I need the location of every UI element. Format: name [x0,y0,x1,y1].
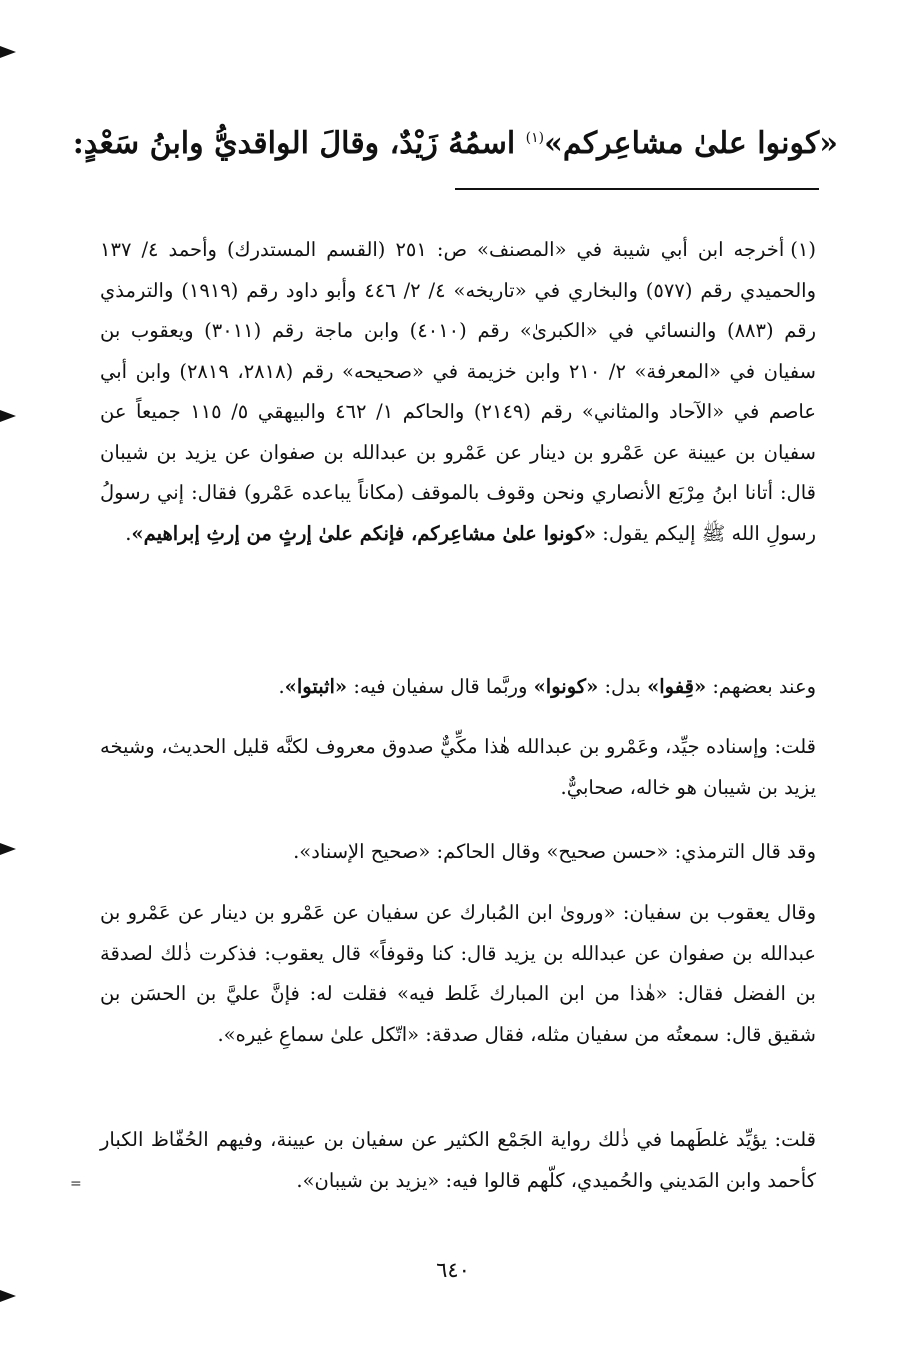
scan-edge-mark [0,843,16,855]
bold-word: «قِفوا» [647,675,707,698]
text-run: وعند بعضهم: [706,675,816,698]
text-run: بدل: [598,675,648,698]
heading-rest: اسمُهُ زَيْدٌ، وقالَ الواقديُّ وابنُ سَعْدٍ: [72,126,526,161]
scan-edge-mark [0,1290,16,1302]
paragraph-variant-wording [100,667,816,708]
footnote-end: . [125,521,132,545]
text-run: وربَّما قال سفيان فيه: [347,675,534,698]
margin-mark: = [70,1176,82,1192]
footnote-1 [100,230,816,554]
footnote-number: (١) [790,238,816,261]
bold-word: «كونوا» [533,675,599,698]
text-run: . [278,675,285,698]
footnote-text: أخرجه ابن أبي شيبة في «المصنف» ص: ٢٥١ (القسم المستدرك) وأحمد ٤/ ١٣٧ والحميدي رقم (٥٧٧) والبخاري في «تاريخه» ٤/ ٢/ ٤٤٦ وأبو داود رقم (١٩١٩) والترمذي رقم (٨٨٣) والنسائي في «الكبرىٰ» رقم (٤٠١٠) وابن ماجة رقم (٣٠١١) ويعقوب بن سفيان في «المعرفة» ٢/ ٢١٠ وابن خزيمة في «صحيحه» رقم (٢٨١٨، ٢٨١٩) وابن أبي عاصم في «الآحاد والمثاني» رقم (٢١٤٩) والحاكم ١/ ٤٦٢ والبيهقي ٥/ ١١٥ جميعاً عن سفيان بن عيينة عن عَمْرو بن دينار عن عَمْرو بن عبدالله بن صفوان عن يزيد بن شيبان قال: أتانا ابنُ مِرْبَع الأنصاري ونحن وقوف بالموقف (مكاناً يباعده عَمْرو) فقال: إني رسولُ رسولِ الله ﷺ إليكم يقول: [100,238,816,545]
heading-quote: «كونوا علىٰ مشاعِركم» [544,126,838,161]
paragraph-tirmidhi-hakim: وقد قال الترمذي: «حسن صحيح» وقال الحاكم: «صحيح الإسناد». [293,840,816,863]
page-heading [72,112,838,170]
footnote-separator-rule [455,188,819,190]
paragraph-yaqub-bin-sufyan: وقال يعقوب بن سفيان: «وروىٰ ابن المُبارك عن سفيان عن عَمْرو بن دينار عن عَمْرو بن عبدالله بن صفوان عن عبدالله بن يزيد قال: كنا وقوفاً» قال يعقوب: فذكرت ذٰلك لصدقة بن الفضل فقال: «هٰذا من ابن المبارك غَلط فيه» فقلت له: فإنَّ عليَّ بن الحسَن بن شقيق قال: سمعتُه من سفيان مثله، فقال صدقة: «اتّكل علىٰ سماعِ غيره». [100,901,816,1046]
paragraph-isnad-grade: قلت: وإسناده جيِّد، وعَمْرو بن عبدالله هٰذا مكِّيٌّ صدوق معروف لكنَّه قليل الحديث، وشيخه يزيد بن شيبان هو خاله، صحابيٌّ. [100,735,816,799]
page-number: ٦٤٠ [436,1258,470,1282]
scan-edge-mark [0,46,16,58]
footnote-hadith-quote: «كونوا علىٰ مشاعِركم، فإنكم علىٰ إرثٍ من إرثِ إبراهيم» [131,521,597,545]
bold-word: «اثبتوا» [284,675,348,698]
footnote-reference: (١) [525,130,545,146]
scan-edge-mark [0,410,16,422]
paragraph-conclusion: قلت: يؤيِّد غلطَهما في ذٰلك رواية الجَمْع الكثير عن سفيان بن عيينة، وفيهم الحُفّاظ الكبار كأحمد وابن المَديني والحُميدي، كلّهم قالوا فيه: «يزيد بن شيبان». [100,1128,816,1192]
